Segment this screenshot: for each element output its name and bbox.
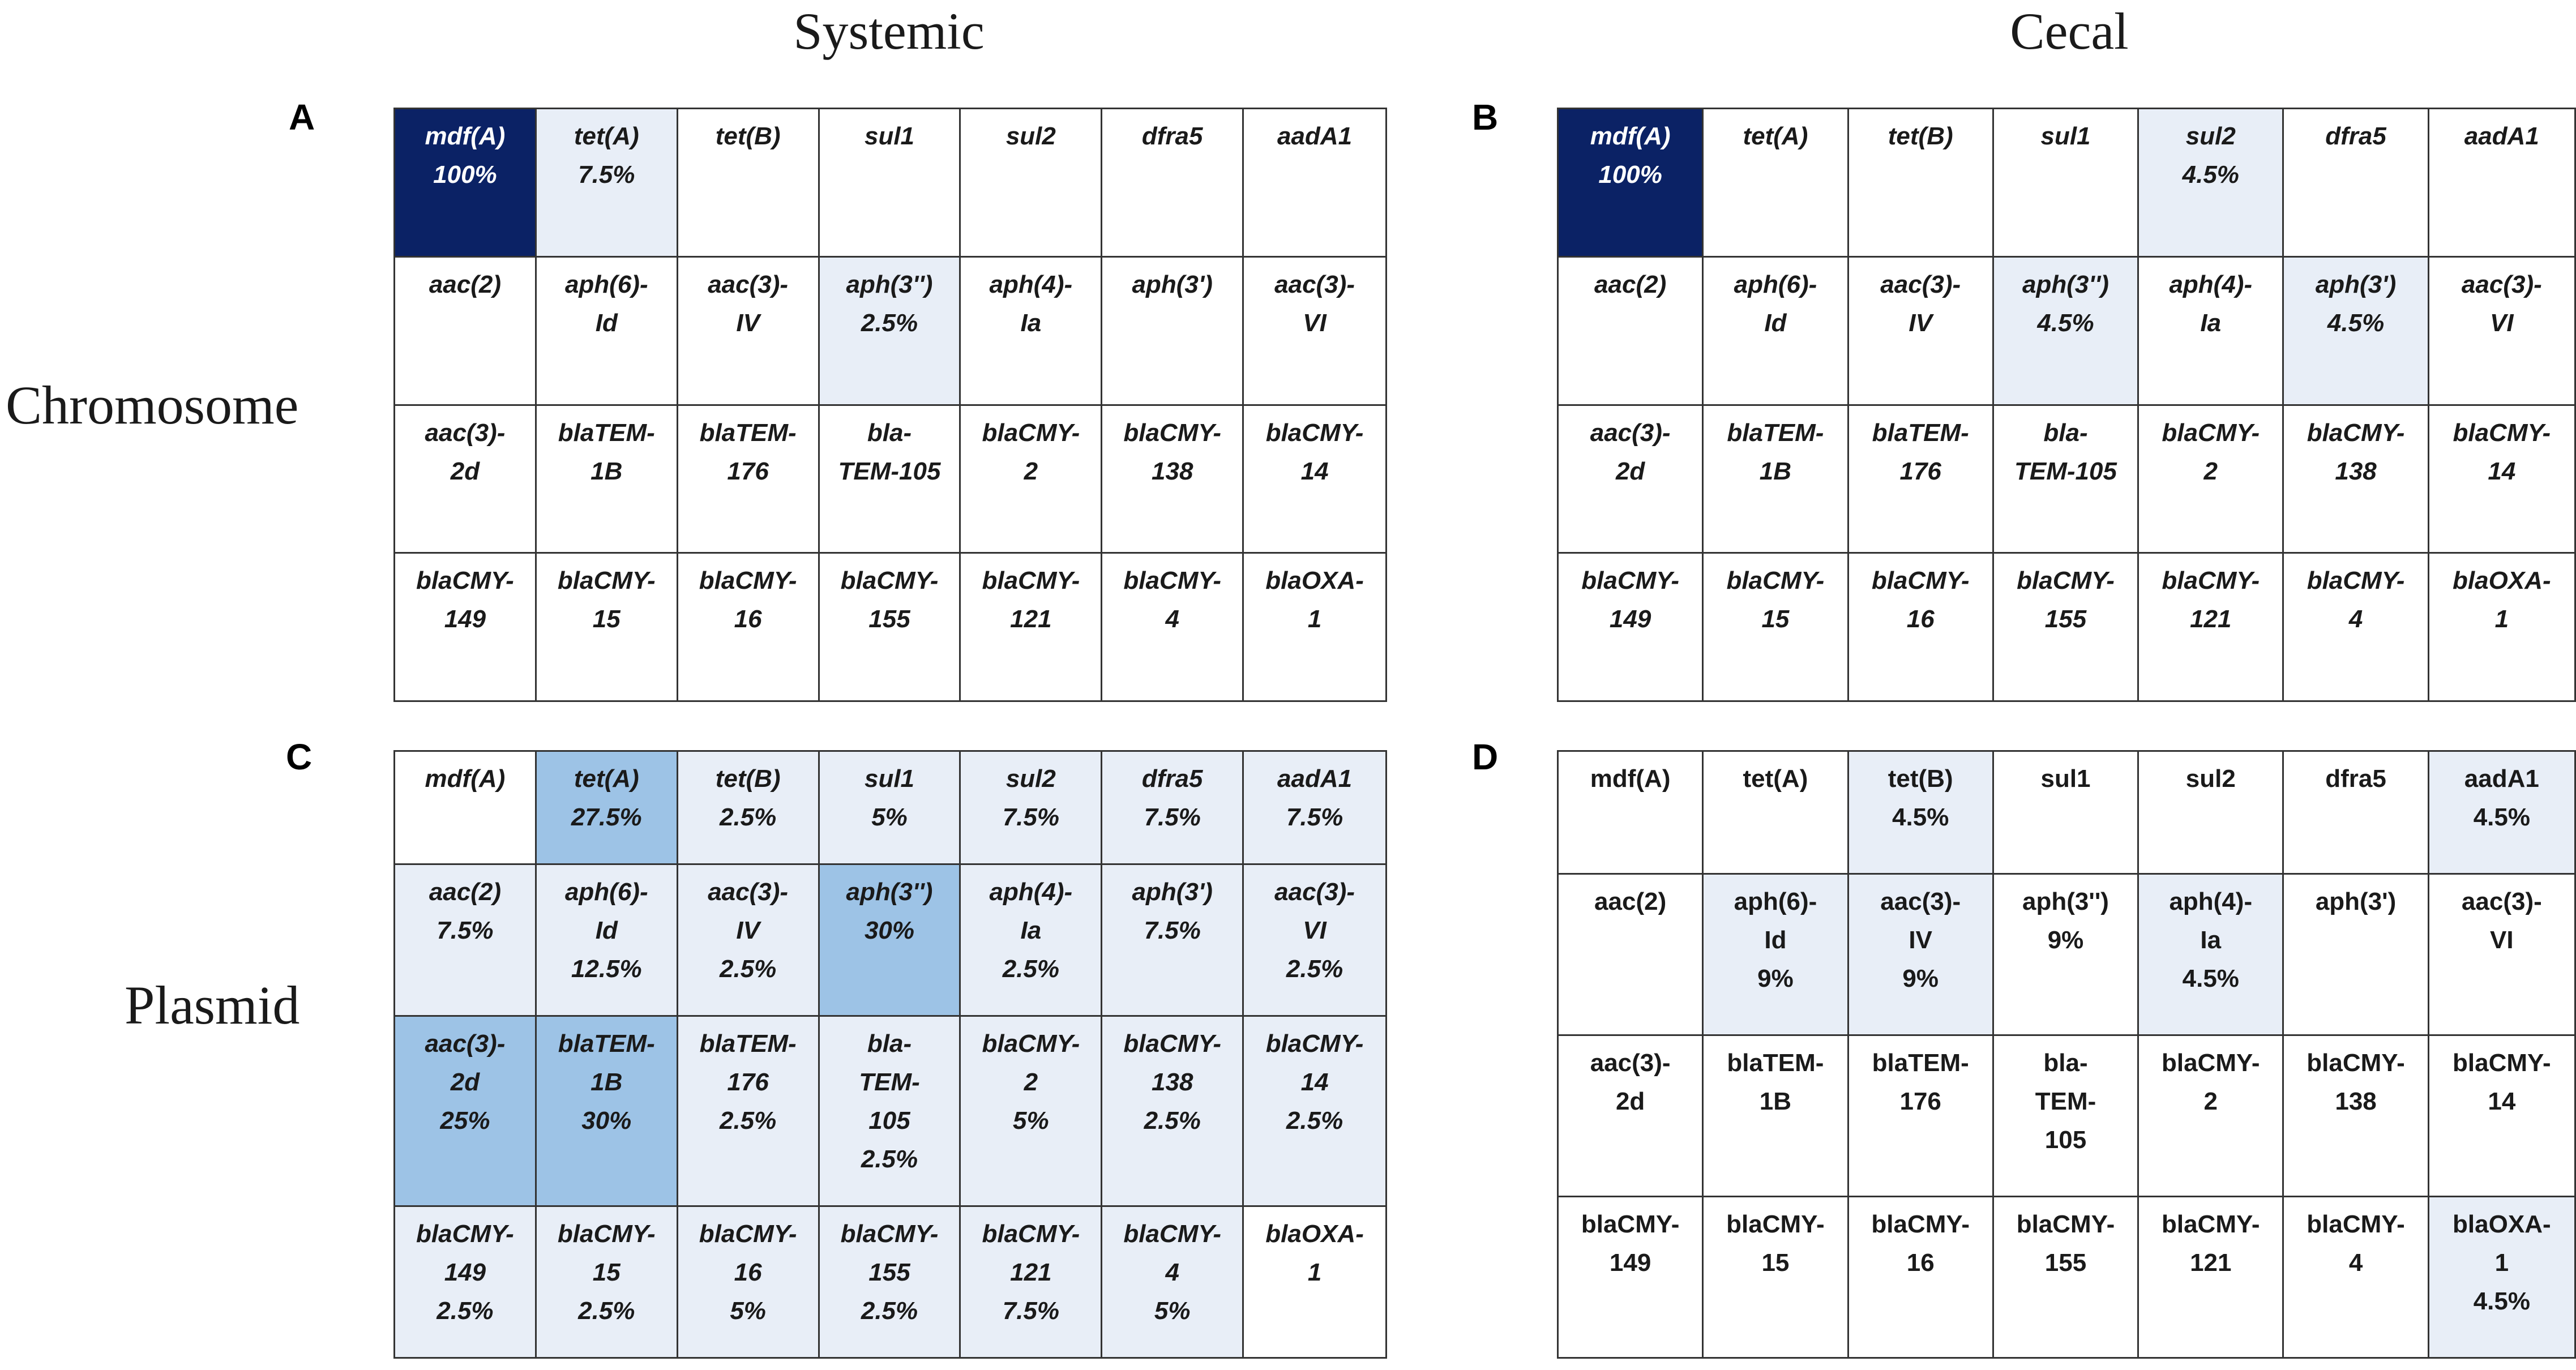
gene-cell [537,1207,678,1357]
gene-cell [1704,1197,1848,1357]
gene-cell [2429,1197,2574,1357]
gene-cell [1559,109,1704,258]
gene-name: blaCMY- 16 [1871,567,1970,633]
gene-name: blaCMY- 16 [699,1220,797,1286]
gene-name: blaCMY- 15 [1726,567,1825,633]
gene-cell [961,1017,1102,1207]
gene-name: aac(3)- VI [2461,888,2542,954]
gene-name: blaCMY- 121 [982,1220,1080,1286]
gene-name: aac(3)- VI [1274,878,1355,944]
gene-name: blaCMY- 2 [2162,418,2260,485]
gene-cell [1849,1197,1994,1357]
gene-cell [1994,875,2139,1036]
gene-cell [2284,109,2429,258]
gene-cell [678,109,820,258]
gene-name: bla- TEM- 105 [2035,1049,2096,1154]
gene-cell [2429,258,2574,406]
gene-name: dfra5 [2325,765,2386,793]
gene-name: bla- TEM-105 [838,418,941,485]
gene-cell [1559,1197,1704,1357]
gene-name: blaCMY- 155 [840,1220,939,1286]
gene-name: blaCMY- 121 [982,567,1080,633]
gene-name: aph(6)- Id [1734,888,1817,954]
gene-name: aph(6)- Id [1734,270,1817,337]
gene-percentage: 2.5% [437,1297,494,1325]
gene-percentage: 2.5% [861,1297,918,1325]
gene-name: blaCMY- 138 [1123,418,1222,485]
gene-cell [1559,875,1704,1036]
gene-cell [961,554,1102,700]
gene-cell [395,406,537,554]
gene-percentage: 4.5% [2182,965,2239,992]
gene-cell [537,554,678,700]
gene-name: aac(3)- IV [708,270,789,337]
gene-name: blaCMY- 4 [1123,567,1222,633]
gene-cell [1102,406,1244,554]
panel-letter-c: C [286,737,313,777]
gene-cell [1244,1207,1385,1357]
gene-percentage: 30% [581,1107,632,1134]
gene-cell [2429,109,2574,258]
gene-name: blaCMY- 14 [1265,418,1364,485]
gene-percentage: 2.5% [719,803,777,831]
gene-name: blaCMY- 155 [2017,567,2115,633]
gene-cell [2284,554,2429,700]
gene-cell [678,865,820,1017]
gene-name: sul1 [864,122,915,150]
gene-cell [2139,1036,2284,1197]
gene-name: aac(2) [1594,270,1667,298]
gene-cell [961,752,1102,865]
gene-name: dfra5 [1141,765,1203,793]
panel-b-cecal-chromosome [1557,108,2576,702]
gene-percentage: 4.5% [2327,309,2385,337]
gene-cell [2284,752,2429,875]
gene-cell [1244,406,1385,554]
gene-percentage: 2.5% [1286,1107,1343,1134]
gene-cell [2429,554,2574,700]
gene-percentage: 4.5% [2473,1287,2530,1315]
gene-cell [1994,752,2139,875]
gene-name: blaCMY- 121 [2161,1210,2260,1277]
gene-name: blaCMY- 155 [840,567,939,633]
gene-name: bla- TEM- 105 [859,1030,920,1134]
gene-cell [820,406,961,554]
gene-name: aac(3)- IV [708,878,789,944]
gene-name: aph(6)- Id [564,270,648,337]
gene-cell [678,406,820,554]
gene-name: blaCMY- 15 [557,1220,656,1286]
gene-name: aph(6)- Id [564,878,648,944]
gene-percentage: 12.5% [571,955,642,983]
gene-name: aph(3'') [846,878,933,906]
gene-name: blaCMY- 155 [2016,1210,2115,1277]
gene-percentage: 4.5% [1892,803,1949,831]
column-title-systemic: Systemic [793,2,985,60]
gene-name: aph(3'') [846,270,933,298]
gene-cell [2284,1036,2429,1197]
gene-name: blaCMY- 15 [557,567,656,633]
gene-percentage: 2.5% [719,955,777,983]
gene-name: aph(3'') [2022,270,2109,298]
gene-cell [1849,554,1994,700]
gene-name: aph(3') [1132,878,1213,906]
gene-cell [1849,1036,1994,1197]
gene-cell [1102,752,1244,865]
gene-name: blaCMY- 121 [2162,567,2260,633]
gene-name: aac(3)- IV [1880,888,1961,954]
gene-name: aph(3') [2315,270,2397,298]
gene-cell [678,554,820,700]
gene-cell [1704,258,1848,406]
gene-cell [2139,258,2284,406]
gene-cell [1102,109,1244,258]
gene-name: blaTEM- 176 [1872,418,1969,485]
gene-percentage: 7.5% [1002,803,1059,831]
gene-cell [1244,1017,1385,1207]
gene-name: blaCMY- 16 [699,567,797,633]
gene-name: mdf(A) [1590,122,1671,150]
gene-cell [678,258,820,406]
gene-cell [1994,554,2139,700]
gene-percentage: 2.5% [719,1107,777,1134]
gene-percentage: 7.5% [1002,1297,1059,1325]
gene-cell [820,109,961,258]
gene-name: aph(3') [2315,888,2397,915]
gene-name: sul1 [2040,122,2091,150]
gene-name: blaCMY- 149 [416,567,514,633]
gene-name: tet(A) [1743,765,1808,793]
gene-percentage: 9% [2047,926,2084,954]
gene-name: aph(4)- Ia [989,878,1073,944]
gene-cell [1849,752,1994,875]
gene-name: blaCMY- 4 [2307,567,2405,633]
gene-name: blaTEM- 1B [1727,418,1824,485]
gene-cell [820,752,961,865]
gene-name: aac(3)- VI [1274,270,1355,337]
gene-cell [537,1017,678,1207]
gene-cell [1704,875,1848,1036]
gene-name: sul2 [2185,122,2236,150]
gene-cell [1102,1017,1244,1207]
gene-percentage: 7.5% [437,917,494,944]
gene-name: tet(B) [715,122,781,150]
gene-cell [820,1017,961,1207]
gene-cell [1559,258,1704,406]
gene-cell [2429,875,2574,1036]
gene-name: blaTEM- 1B [558,1030,655,1096]
gene-cell [678,1207,820,1357]
gene-name: blaTEM- 176 [1872,1049,1969,1115]
gene-name: tet(B) [715,765,781,793]
gene-percentage: 27.5% [571,803,642,831]
gene-name: aac(2) [429,878,502,906]
gene-name: blaCMY- 14 [2453,1049,2551,1115]
gene-cell [1244,258,1385,406]
gene-cell [1244,865,1385,1017]
gene-name: blaOXA- 1 [2453,567,2551,633]
gene-cell [2139,875,2284,1036]
gene-cell [1704,554,1848,700]
gene-name: aac(3)- VI [2461,270,2542,337]
gene-cell [1244,554,1385,700]
gene-cell [2284,1197,2429,1357]
gene-cell [395,554,537,700]
gene-name: tet(B) [1888,765,1953,793]
gene-cell [961,109,1102,258]
gene-name: aac(3)- IV [1880,270,1961,337]
gene-cell [2139,554,2284,700]
gene-name: blaCMY- 149 [1581,567,1679,633]
gene-name: aac(3)- 2d [425,418,506,485]
gene-percentage: 2.5% [1144,1107,1201,1134]
gene-cell [1102,865,1244,1017]
gene-name: aph(4)- Ia [989,270,1073,337]
panel-d-grid [1559,752,2574,1357]
gene-cell [537,258,678,406]
gene-cell [1704,406,1848,554]
panel-letter-a: A [289,97,315,138]
gene-cell [2284,406,2429,554]
gene-percentage: 4.5% [2473,803,2530,831]
gene-cell [961,406,1102,554]
gene-percentage: 7.5% [1286,803,1343,831]
gene-percentage: 5% [1154,1297,1191,1325]
gene-cell [2284,258,2429,406]
gene-cell [1244,752,1385,865]
gene-name: tet(B) [1888,122,1953,150]
gene-name: blaCMY- 2 [2161,1049,2260,1115]
gene-cell [1559,554,1704,700]
gene-name: sul1 [864,765,915,793]
gene-name: blaTEM- 1B [558,418,655,485]
gene-cell [2139,752,2284,875]
gene-percentage: 2.5% [861,309,918,337]
gene-cell [1849,258,1994,406]
gene-cell [1994,109,2139,258]
gene-percentage: 4.5% [2182,161,2239,189]
gene-cell [678,752,820,865]
row-title-plasmid: Plasmid [125,975,300,1035]
gene-cell [395,109,537,258]
gene-cell [2139,406,2284,554]
gene-name: sul2 [1005,122,1056,150]
gene-cell [395,752,537,865]
gene-cell [1244,109,1385,258]
gene-cell [1994,258,2139,406]
gene-name: blaCMY- 4 [2307,1210,2405,1277]
gene-name: blaOXA- 1 [1265,567,1364,633]
gene-name: aph(4)- Ia [2169,270,2253,337]
gene-percentage: 25% [440,1107,490,1134]
gene-percentage: 2.5% [1002,955,1059,983]
gene-cell [1849,875,1994,1036]
gene-cell [1849,109,1994,258]
gene-cell [1704,752,1848,875]
gene-percentage: 4.5% [2037,309,2094,337]
panel-a-grid [395,109,1385,700]
gene-name: aph(4)- Ia [2169,888,2253,954]
gene-name: blaTEM- 176 [699,1030,797,1096]
gene-cell [820,554,961,700]
gene-name: blaTEM- 176 [699,418,797,485]
gene-cell [678,1017,820,1207]
gene-percentage: 7.5% [1144,803,1201,831]
gene-percentage: 30% [864,917,915,944]
gene-cell [1994,1197,2139,1357]
gene-name: aph(3') [1132,270,1213,298]
gene-name: blaCMY- 14 [2453,418,2551,485]
gene-name: aadA1 [1277,122,1353,150]
panel-c-grid [395,752,1385,1357]
gene-name: sul2 [2185,765,2236,793]
panel-letter-b: B [1472,97,1499,138]
panel-a-systemic-chromosome [393,108,1387,702]
gene-name: blaCMY- 138 [1123,1030,1222,1096]
gene-name: blaCMY- 14 [1265,1030,1364,1096]
gene-cell [961,865,1102,1017]
gene-name: blaCMY- 2 [982,1030,1080,1096]
gene-name: blaCMY- 2 [982,418,1080,485]
gene-cell [2429,406,2574,554]
gene-cell [537,406,678,554]
gene-cell [395,258,537,406]
gene-cell [820,1207,961,1357]
gene-name: blaCMY- 138 [2307,418,2405,485]
gene-name: tet(A) [574,765,639,793]
gene-cell [537,752,678,865]
gene-cell [1102,258,1244,406]
gene-cell [820,258,961,406]
gene-percentage: 2.5% [1286,955,1343,983]
gene-name: tet(A) [1743,122,1808,150]
gene-name: blaCMY- 149 [1581,1210,1680,1277]
gene-percentage: 100% [1598,161,1662,189]
gene-name: tet(A) [574,122,639,150]
gene-cell [961,258,1102,406]
gene-name: blaTEM- 1B [1727,1049,1824,1115]
gene-cell [537,109,678,258]
gene-name: blaCMY- 16 [1871,1210,1970,1277]
gene-cell [1559,1036,1704,1197]
gene-cell [2429,1036,2574,1197]
gene-name: sul2 [1005,765,1056,793]
gene-cell [1994,406,2139,554]
gene-cell [961,1207,1102,1357]
column-title-cecal: Cecal [2010,2,2129,60]
gene-percentage: 5% [1013,1107,1049,1134]
gene-name: mdf(A) [425,122,506,150]
gene-percentage: 2.5% [578,1297,635,1325]
panel-b-grid [1559,109,2574,700]
gene-name: dfra5 [2325,122,2386,150]
gene-cell [1849,406,1994,554]
panel-d-cecal-plasmid [1557,750,2576,1359]
gene-name: aadA1 [2464,765,2539,793]
gene-name: sul1 [2040,765,2091,793]
gene-percentage: 100% [433,161,497,189]
gene-cell [820,865,961,1017]
gene-cell [2429,752,2574,875]
gene-cell [1559,752,1704,875]
gene-cell [1102,554,1244,700]
gene-name: blaCMY- 138 [2307,1049,2405,1115]
gene-percentage: 7.5% [578,161,635,189]
gene-percentage: 9% [1902,965,1939,992]
gene-name: blaCMY- 4 [1123,1220,1222,1286]
gene-cell [2284,875,2429,1036]
gene-name: aac(3)- 2d [1590,418,1671,485]
gene-percentage: 2.5% [861,1145,918,1173]
gene-cell [537,865,678,1017]
gene-percentage: 5% [730,1297,766,1325]
gene-name: aac(3)- 2d [1590,1049,1671,1115]
gene-cell [1102,1207,1244,1357]
gene-cell [395,1017,537,1207]
gene-name: aadA1 [1277,765,1353,793]
gene-name: aph(3'') [2022,888,2109,915]
gene-name: aac(3)- 2d [425,1030,506,1096]
gene-cell [1994,1036,2139,1197]
gene-cell [395,865,537,1017]
gene-name: mdf(A) [1590,765,1671,793]
gene-name: blaCMY- 15 [1726,1210,1825,1277]
gene-percentage: 5% [871,803,908,831]
panel-letter-d: D [1472,737,1499,777]
gene-name: bla- TEM-105 [2014,418,2117,485]
gene-name: aac(2) [429,270,502,298]
gene-cell [2139,109,2284,258]
panel-c-systemic-plasmid [393,750,1387,1359]
gene-cell [2139,1197,2284,1357]
gene-name: blaCMY- 149 [416,1220,514,1286]
gene-name: dfra5 [1141,122,1203,150]
gene-name: blaOXA- 1 [1265,1220,1364,1286]
gene-cell [1559,406,1704,554]
gene-name: aadA1 [2464,122,2539,150]
gene-name: mdf(A) [425,765,506,793]
row-title-chromosome: Chromosome [6,375,299,435]
gene-name: blaOXA- 1 [2453,1210,2551,1277]
gene-percentage: 9% [1757,965,1794,992]
gene-cell [1704,109,1848,258]
gene-percentage: 7.5% [1144,917,1201,944]
gene-cell [395,1207,537,1357]
gene-cell [1704,1036,1848,1197]
gene-name: aac(2) [1594,888,1667,915]
